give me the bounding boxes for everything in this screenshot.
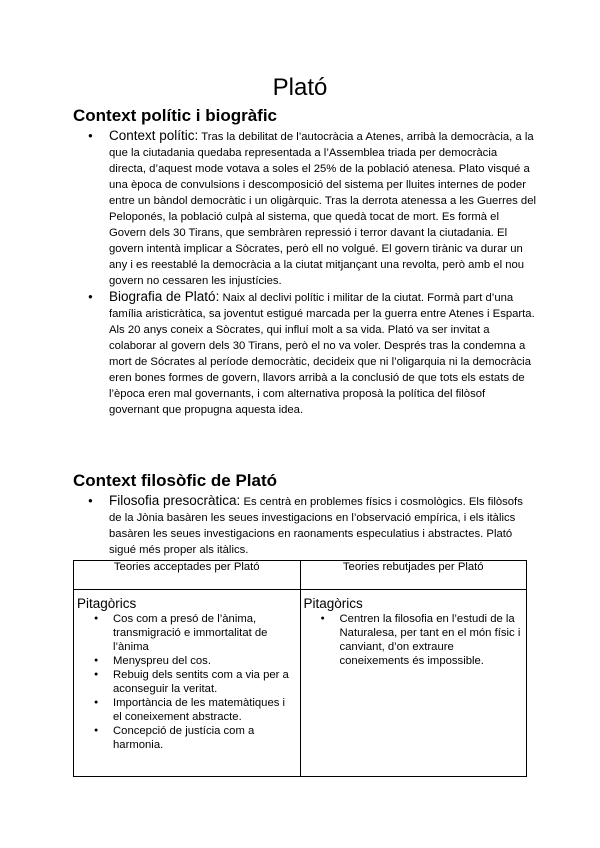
page-title: Plató <box>272 74 328 101</box>
accepted-theories-list <box>77 612 297 752</box>
list-item: ● Menyspreu del cos. <box>91 654 297 668</box>
section-heading-philosophical-context: Context filosòfic de Plató <box>73 471 278 490</box>
list-item: ● Rebuig dels sentits com a via per a aconseguir la veritat. <box>91 668 297 696</box>
rejected-theories-cell <box>300 590 527 777</box>
accepted-theories-cell <box>74 590 301 777</box>
list-item: ● Concepció de justícia com a harmonia. <box>91 724 297 752</box>
list-item-presocratic <box>86 493 536 558</box>
section-heading-political-context: Context polític i biogràfic <box>73 106 278 125</box>
list-item-biography <box>86 289 536 418</box>
cell-title: Pitagòrics <box>303 596 363 611</box>
political-context-list <box>86 128 536 418</box>
table-header-row <box>74 561 527 590</box>
theories-table <box>73 560 527 777</box>
list-item-political-context <box>86 128 536 289</box>
table-row <box>74 590 527 777</box>
list-item: ● Cos com a presó de l’ànima, transmigració e immortalitat de l’ànima <box>91 612 297 654</box>
list-item: ● Importància de les matemàtiques i el coneixement abstracte. <box>91 696 297 724</box>
cell-title: Pitagòrics <box>77 596 137 611</box>
item-lead: Filosofia presocràtica: <box>109 493 241 508</box>
item-text: Tras la debilitat de l’autocràcia a Atenes, arribà la democràcia, a la que la ciutadania quedaba representada a l’Assemblea triada per democràcia directa, d’aquest mode votava a soles el 25% de la població atenesa. Plato visqué a una època de convulsions i descomposició del sistema per lluites internes de poder entre un bàndol democràtic i un oligàrquic. Tras la derrota atenessa a les Guerres del Peloponés, la població culpà al sistema, que quedà tocat de mort. Es formà el Govern dels 30 Tirans, que sembràren repressió i terror davant la ciutadania. El govern intentà implicar a Sòcrates, però ell no volgué. El govern tirànic va durar un any i es reestablé la democràcia a la ciutat mitjançant una revolta, però amb el nou govern no cessaren les injustícies. <box>109 131 537 287</box>
item-lead: Context polític: <box>109 128 199 143</box>
header-rejected-theories: Teories rebutjades per Plató <box>300 561 527 590</box>
item-text: Naix al declivi polític i militar de la ciutat. Formà part d’una família aristicràtica, sa joventut estigué marcada per la guerra entre Atenes i Esparta. Als 20 anys coneix a Sòcrates, qui influí molt a sa vida. Plató va ser invitat a colaborar al govern dels 30 Tirans, però el no va voler. Després tras la condemna a mort de Sócrates al període democràtic, decideix que ni l’oligarquia ni la democràcia eren bones formes de govern, llavors arribà a la conclusió de que tots els estats de l’època eren mal governants, i com alternativa proposà la política del filòsof governant que propugna aquesta idea. <box>109 292 535 416</box>
list-item: ● Centren la filosofia en l’estudi de la Naturalesa, per tant en el món físic i canviant, d’on extraure coneixements és impossible. <box>318 612 524 668</box>
item-lead: Biografia de Plató: <box>109 289 220 304</box>
header-accepted-theories: Teories acceptades per Plató <box>74 561 301 590</box>
philosophical-context-list <box>86 493 536 558</box>
rejected-theories-list <box>304 612 524 668</box>
item-text: Es centrà en problemes físics i cosmològics. Els filòsofs de la Jònia basàren les seues investigacions en l’observació empírica, i els itàlics basàren les seues investigacions en raonaments especulatius i abstractes. Plató sigué més proper als itàlics. <box>109 496 523 556</box>
